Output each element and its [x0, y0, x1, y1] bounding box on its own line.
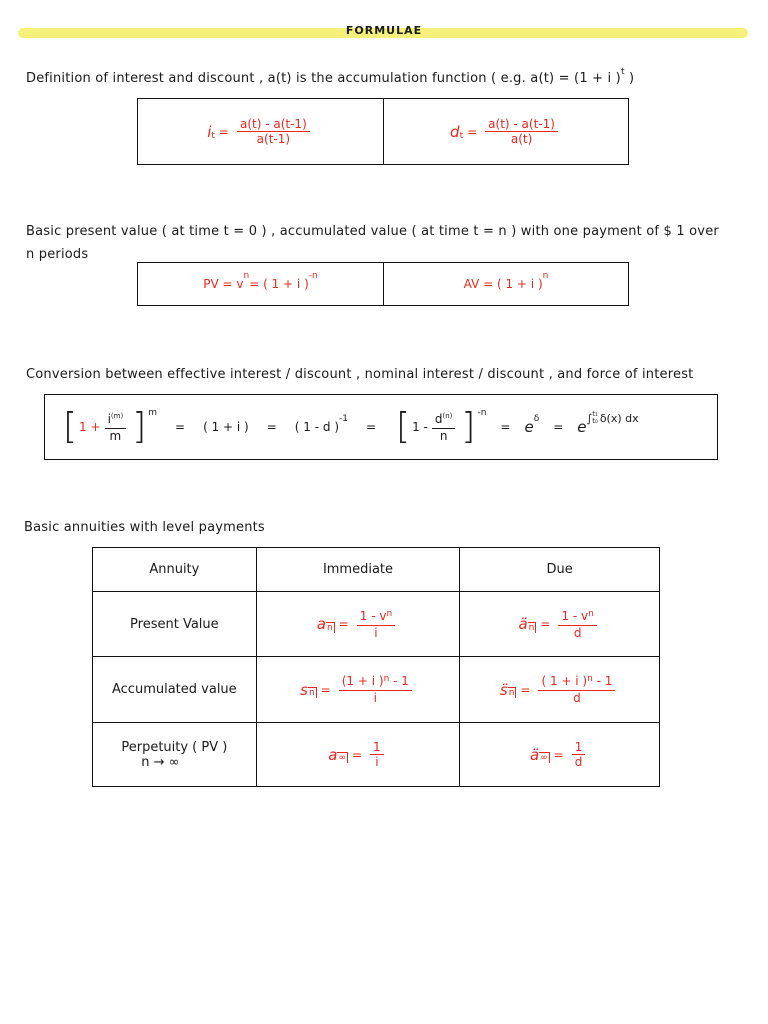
section4-heading: Basic annuities with level payments: [24, 520, 265, 535]
present-value-cell: [138, 263, 383, 305]
discount-fraction: [485, 117, 558, 146]
int-body: δ(x) dx: [599, 411, 639, 425]
pv-imm-sym: a: [316, 615, 326, 633]
perp-imm-sub: ∞: [338, 753, 346, 763]
av-imm-num-tail: - 1: [389, 674, 409, 688]
table-row: [93, 723, 660, 787]
av-immediate-cell: s n = $\frac{(1 + i )^n - 1}{i}$: [256, 657, 460, 723]
int-lower: t₀: [592, 417, 598, 425]
dn-num: d: [434, 411, 443, 426]
one-plus: 1 +: [79, 420, 101, 434]
av-imm-den: i: [373, 691, 377, 705]
perp-immediate-cell: a ∞ = $\frac{1}{i}$: [256, 723, 460, 787]
discount-numerator: a(t) - a(t-1): [485, 117, 558, 132]
av-due-num-tail: - 1: [592, 674, 613, 688]
pv-due-num-exp: n: [588, 608, 594, 619]
section1-heading: [26, 67, 635, 86]
pv-text: PV = v: [203, 277, 244, 291]
present-value-formula: [203, 271, 318, 291]
pow-neg1: -1: [339, 414, 348, 424]
delta-exp: δ: [533, 414, 540, 424]
eq2: =: [266, 420, 277, 434]
pv-exp: n: [243, 271, 250, 281]
section1-heading-close: ): [624, 71, 635, 86]
nominal-discount-fraction: [432, 412, 456, 443]
nominal-interest-fraction: [105, 412, 127, 443]
row-label-accumulated-value: Accumulated value: [93, 657, 257, 723]
pow-m: m: [148, 408, 158, 418]
annuity-table: [92, 547, 660, 787]
one-plus-i: ( 1 + i ): [203, 420, 249, 434]
av-due-sub: n: [508, 688, 515, 698]
pow-negn: -n: [477, 408, 487, 418]
discount-symbol: d: [450, 122, 460, 141]
interest-sub: t: [211, 130, 215, 141]
discount-denominator: a(t): [510, 132, 533, 146]
perp-imm-num: 1: [370, 740, 384, 755]
pv-due-cell: ä n = $\frac{1 - v^n}{d}$: [460, 592, 660, 657]
discount-rate-cell: d t = $\frac{a(t) - a(t-1)}{a(t)}$: [384, 99, 628, 164]
section2-heading-line1: Basic present value ( at time t = 0 ) , accumulated value ( at time t = n ) with one payment of $ 1 over: [26, 224, 719, 239]
interest-rate-cell: i t = $\frac{a(t) - a(t-1)}{a(t-1)}$: [138, 99, 383, 164]
section1-formula-box: [137, 98, 629, 165]
perp-imm-den: i: [375, 755, 379, 769]
e-delta: e: [524, 418, 534, 436]
av-imm-num: (1 + i ): [341, 674, 384, 688]
av-due-num: ( 1 + i ): [541, 674, 588, 688]
eq5: =: [553, 420, 564, 434]
accumulated-value-cell: [384, 263, 628, 305]
conversion-row: [ 1 + $\frac{i^{(m)}}{m}$ ] m = ( 1 + i ) = ( 1 - d ) -1 = [ 1 - $\frac{d^{(n)}}{n}$ ] -n = e δ = e ∫ t₁ t₀ δ(x) dx: [63, 406, 639, 447]
integral-exponent: [587, 411, 639, 425]
conversion-formula: [45, 395, 717, 459]
pv-due-sub: n: [528, 622, 535, 633]
pv-rest-exp: -n: [308, 271, 318, 281]
perpetuity-label: Perpetuity ( PV ): [121, 739, 228, 755]
eq3: =: [365, 420, 377, 434]
dn-den: n: [439, 428, 448, 443]
table-row: [93, 592, 660, 657]
section3-heading: Conversion between effective interest / discount , nominal interest / discount , and force of interest: [26, 367, 694, 382]
discount-sub: t: [459, 130, 464, 141]
header-immediate: Immediate: [256, 548, 460, 592]
integral-sign: ∫: [586, 411, 593, 425]
pv-rest: = ( 1 + i ): [249, 277, 309, 291]
one-minus-d: ( 1 - d ): [294, 420, 339, 434]
interest-denominator: a(t-1): [256, 132, 291, 146]
pv-immediate-cell: a n = $\frac{1 - v^n}{i}$: [256, 592, 460, 657]
av-imm-sym: s: [300, 680, 308, 699]
pv-imm-num-exp: n: [386, 608, 393, 619]
eq4: =: [500, 420, 511, 434]
av-due-num-exp: n: [587, 674, 593, 684]
interest-fraction: [237, 117, 310, 146]
perp-due-sym: ä: [529, 745, 540, 764]
av-due-cell: s̈ n = $\frac{( 1 + i )^n - 1}{d}$: [460, 657, 660, 723]
av-imm-sub: n: [308, 688, 315, 698]
page-title: FORMULAE: [345, 24, 423, 37]
av-imm-num-exp: n: [383, 674, 390, 684]
e-int: e: [577, 418, 587, 436]
interest-numerator: a(t) - a(t-1): [237, 117, 310, 132]
pv-imm-sub: n: [326, 622, 333, 633]
section2-heading-line2: n periods: [26, 247, 89, 262]
table-header-row: [93, 548, 660, 592]
perp-due-num: 1: [572, 740, 586, 755]
pv-due-den: d: [573, 625, 582, 640]
pv-imm-num: 1 - v: [359, 608, 387, 623]
av-due-sym: s̈: [499, 680, 508, 699]
table-row: [93, 657, 660, 723]
im-den: m: [109, 428, 122, 443]
row-label-perpetuity: [93, 723, 257, 787]
interest-symbol: i: [207, 122, 212, 141]
pv-imm-den: i: [374, 625, 378, 640]
im-num-sup: (m): [110, 411, 124, 420]
int-upper: t₁: [592, 410, 598, 418]
section2-formula-box: [137, 262, 629, 306]
perp-due-den: d: [574, 755, 583, 769]
pv-due-num: 1 - v: [561, 608, 589, 623]
im-num: i: [107, 411, 111, 426]
eq1: =: [175, 420, 186, 434]
accumulated-value-formula: [463, 271, 549, 291]
perp-imm-sym: a: [328, 745, 338, 764]
perp-due-cell: ä ∞ = $\frac{1}{d}$: [460, 723, 660, 787]
section1-heading-text: Definition of interest and discount , a(t) is the accumulation function ( e.g. a(t) = (1 + i ): [26, 71, 621, 86]
av-text: AV = ( 1 + i ): [463, 277, 543, 291]
row-label-present-value: Present Value: [93, 592, 257, 657]
av-due-den: d: [573, 691, 581, 705]
pv-due-sym: ä: [518, 615, 528, 633]
perp-due-sub: ∞: [540, 753, 548, 763]
perpetuity-limit: n → ∞: [141, 754, 180, 770]
header-due: Due: [460, 548, 660, 592]
section1-heading-exp: t: [620, 67, 625, 77]
av-exp: n: [542, 271, 549, 281]
header-annuity: Annuity: [93, 548, 257, 592]
dn-num-sup: (n): [442, 411, 453, 420]
section3-formula-box: [44, 394, 718, 460]
one-minus: 1 -: [412, 420, 428, 434]
